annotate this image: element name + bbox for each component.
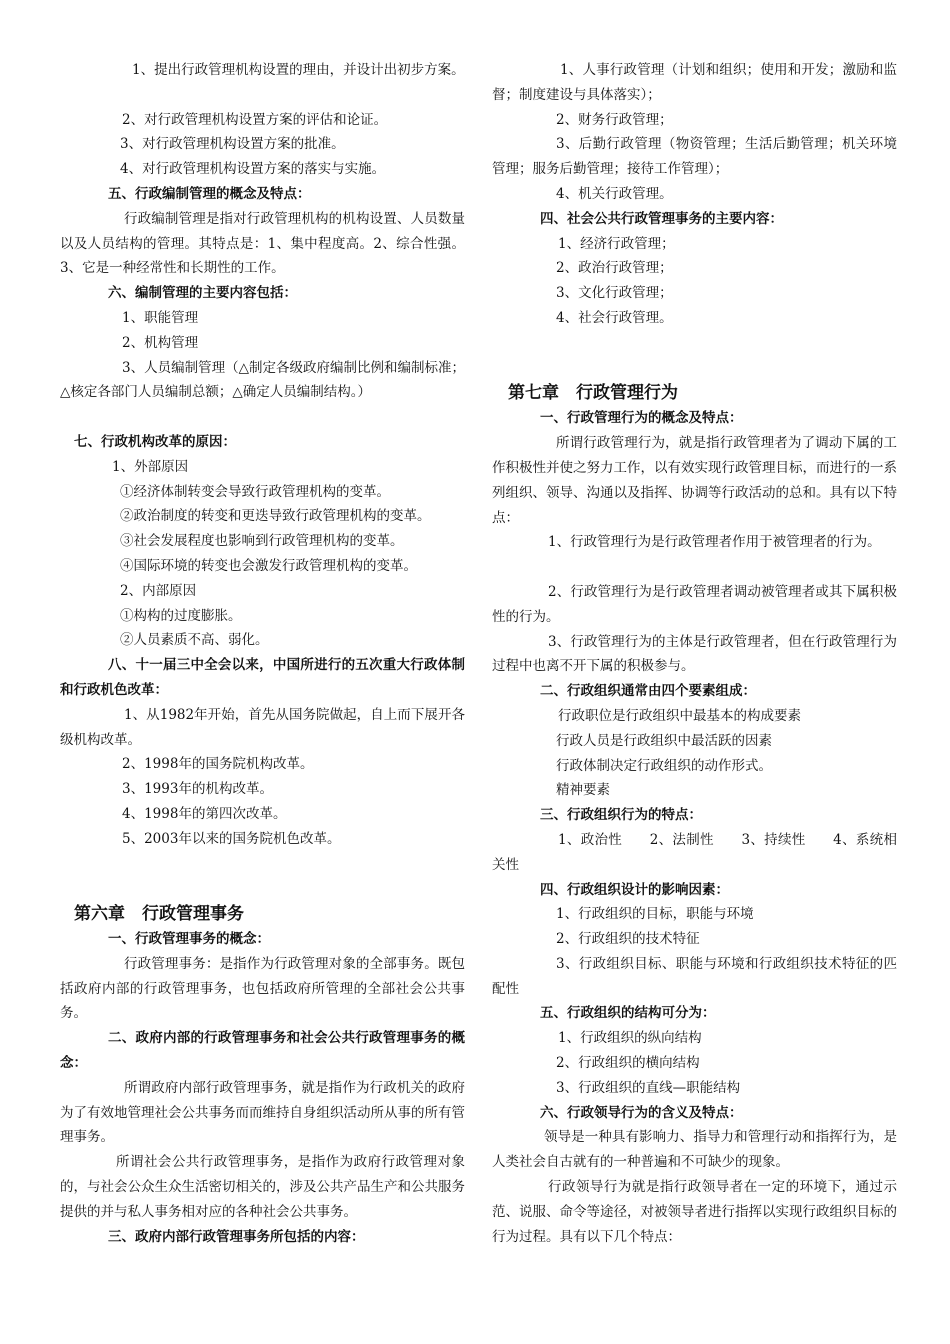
section-heading: 五、行政组织的结构可分为： (540, 1005, 716, 1022)
paragraph: 行政领导行为就是指行政领导者在一定的环境下，通过示范、说服、命令等途径，对被领导者进行指挥以实现行政组织目标的行为过程。具有以下几个特点： (492, 1179, 897, 1245)
paragraph: 2、政治行政管理； (556, 260, 673, 277)
paragraph: 1、职能管理 (122, 309, 199, 326)
paragraph: 领导是一种具有影响力、指导力和管理行动和指挥行为，是人类社会自古就有的一种普遍和不可缺少的现象。 (492, 1129, 897, 1171)
section-heading: 四、社会公共行政管理事务的主要内容： (540, 210, 783, 227)
paragraph: 4、机关行政管理。 (556, 185, 673, 202)
paragraph: 2、行政管理行为是行政管理者调动被管理者或其下属积极性的行为。 (492, 583, 897, 625)
section-heading: 四、行政组织设计的影响因素： (540, 881, 729, 898)
paragraph: 1、外部原因 (112, 458, 189, 475)
paragraph: 1、行政组织的纵向结构 (558, 1030, 702, 1047)
paragraph: 2、内部原因 (120, 582, 197, 599)
paragraph: 3、行政管理行为的主体是行政管理者，但在行政管理行为过程中也离不开下属的积极参与。 (492, 633, 897, 675)
paragraph: 1、提出行政管理机构设置的理由，并设计出初步方案。 (132, 62, 465, 78)
paragraph: 2、对行政管理机构设置方案的评估和论证。 (122, 111, 388, 128)
section-heading: 六、编制管理的主要内容包括： (108, 285, 297, 302)
spacer (60, 852, 465, 902)
paragraph: 行政体制决定行政组织的动作形式。 (556, 757, 772, 774)
paragraph: 1、行政管理行为是行政管理者作用于被管理者的行为。 (548, 534, 881, 551)
paragraph: 行政管理事务：是指作为行政管理对象的全部事务。既包括政府内部的行政管理事务，也包括政府所管理的全部社会公共事务。 (60, 955, 465, 1022)
paragraph: 3、对行政管理机构设置方案的批准。 (120, 136, 345, 153)
paragraph: ②政治制度的转变和更迭导致行政管理机构的变革。 (120, 508, 431, 525)
spacer (60, 405, 465, 430)
paragraph: 1、人事行政管理（计划和组织；使用和开发；激励和监督；制度建设与具体落实）； (492, 62, 897, 103)
section-heading: 三、行政组织行为的特点： (540, 807, 702, 824)
section-heading: 六、行政领导行为的含义及特点： (540, 1104, 743, 1121)
paragraph: 精神要素 (556, 782, 610, 799)
section-heading: 五、行政编制管理的概念及特点： (108, 185, 311, 202)
section-heading: 二、政府内部的行政管理事务和社会公共行政管理事务的概念： (60, 1030, 465, 1072)
paragraph: ②人员素质不高、弱化。 (120, 632, 269, 649)
paragraph: 3、人员编制管理（△制定各级政府编制比例和编制标准；△核定各部门人员编制总额；△确定人员编制结构。） (60, 359, 465, 401)
paragraph: 3、1993年的机构改革。 (122, 781, 273, 798)
paragraph: 行政人员是行政组织中最活跃的因素 (556, 732, 772, 749)
paragraph: 所谓行政管理行为，就是指行政管理者为了调动下属的工作积极性并使之努力工作，以有效实现行政管理目标，而进行的一系列组织、领导、沟通以及指挥、协调等行政活动的总和。具有以下特点： (492, 435, 897, 526)
paragraph: 2、行政组织的技术特征 (556, 931, 700, 948)
section-heading: 二、行政组织通常由四个要素组成： (540, 683, 756, 700)
spacer (492, 555, 897, 580)
paragraph: 2、行政组织的横向结构 (556, 1055, 700, 1072)
section-heading: 三、政府内部行政管理事务所包括的内容： (108, 1228, 365, 1245)
paragraph: 4、1998年的第四次改革。 (122, 805, 287, 822)
paragraph: ③社会发展程度也影响到行政管理机构的变革。 (120, 533, 404, 550)
left-column (60, 58, 465, 1249)
paragraph: 1、行政组织的目标，职能与环境 (556, 906, 754, 923)
spacer (492, 331, 897, 381)
paragraph: 2、1998年的国务院机构改革。 (122, 756, 314, 773)
paragraph: 行政编制管理是指对行政管理机构的机构设置、人员数量以及人员结构的管理。其特点是：1、集中程度高。2、综合性强。3、它是一种经常性和长期性的工作。 (60, 210, 465, 277)
chapter-heading: 第六章 行政管理事务 (74, 904, 244, 925)
paragraph: 行政职位是行政组织中最基本的构成要素 (558, 707, 801, 724)
paragraph: 4、对行政管理机构设置方案的落实与实施。 (120, 161, 386, 178)
paragraph: 2、机构管理 (122, 334, 199, 351)
paragraph: ①构构的过度膨胀。 (120, 607, 242, 624)
section-heading: 七、行政机构改革的原因： (74, 433, 236, 450)
section-heading: 一、行政管理行为的概念及特点： (540, 410, 743, 427)
paragraph: 3、行政组织的直线—职能结构 (556, 1079, 741, 1096)
chapter-heading: 第七章 行政管理行为 (508, 383, 678, 404)
right-column (492, 58, 897, 1249)
spacer (60, 83, 465, 108)
paragraph: ①经济体制转变会导致行政管理机构的变革。 (120, 483, 390, 500)
paragraph: ④国际环境的转变也会激发行政管理机构的变革。 (120, 557, 417, 574)
section-heading: 八、十一届三中全会以来，中国所进行的五次重大行政体制和行政机色改革： (60, 657, 465, 698)
paragraph: 3、后勤行政管理（物资管理；生活后勤管理；机关环境管理；服务后勤管理；接待工作管理）； (492, 136, 897, 178)
paragraph: 所谓社会公共行政管理事务，是指作为政府行政管理对象的，与社会公众生众生活密切相关的，涉及公共产品生产和公共服务提供的并与私人事务相对应的各种社会公共事务。 (60, 1154, 465, 1220)
paragraph: 3、行政组织目标、职能与环境和行政组织技术特征的匹配性 (492, 955, 897, 997)
paragraph: 2、财务行政管理； (556, 111, 673, 128)
paragraph: 1、从1982年开始，首先从国务院做起，自上而下展开各级机构改革。 (60, 706, 465, 748)
section-heading: 一、行政管理事务的概念： (108, 931, 270, 948)
paragraph: 5、2003年以来的国务院机色改革。 (122, 830, 341, 847)
paragraph: 3、文化行政管理； (556, 285, 673, 302)
paragraph: 所谓政府内部行政管理事务，就是指作为行政机关的政府为了有效地管理社会公共事务而而维持自身组织活动所从事的所有管理事务。 (60, 1079, 465, 1146)
paragraph: 1、经济行政管理； (558, 235, 675, 252)
paragraph: 4、社会行政管理。 (556, 309, 673, 326)
paragraph: 1、政治性 2、法制性 3、持续性 4、系统相关性 (492, 831, 897, 873)
